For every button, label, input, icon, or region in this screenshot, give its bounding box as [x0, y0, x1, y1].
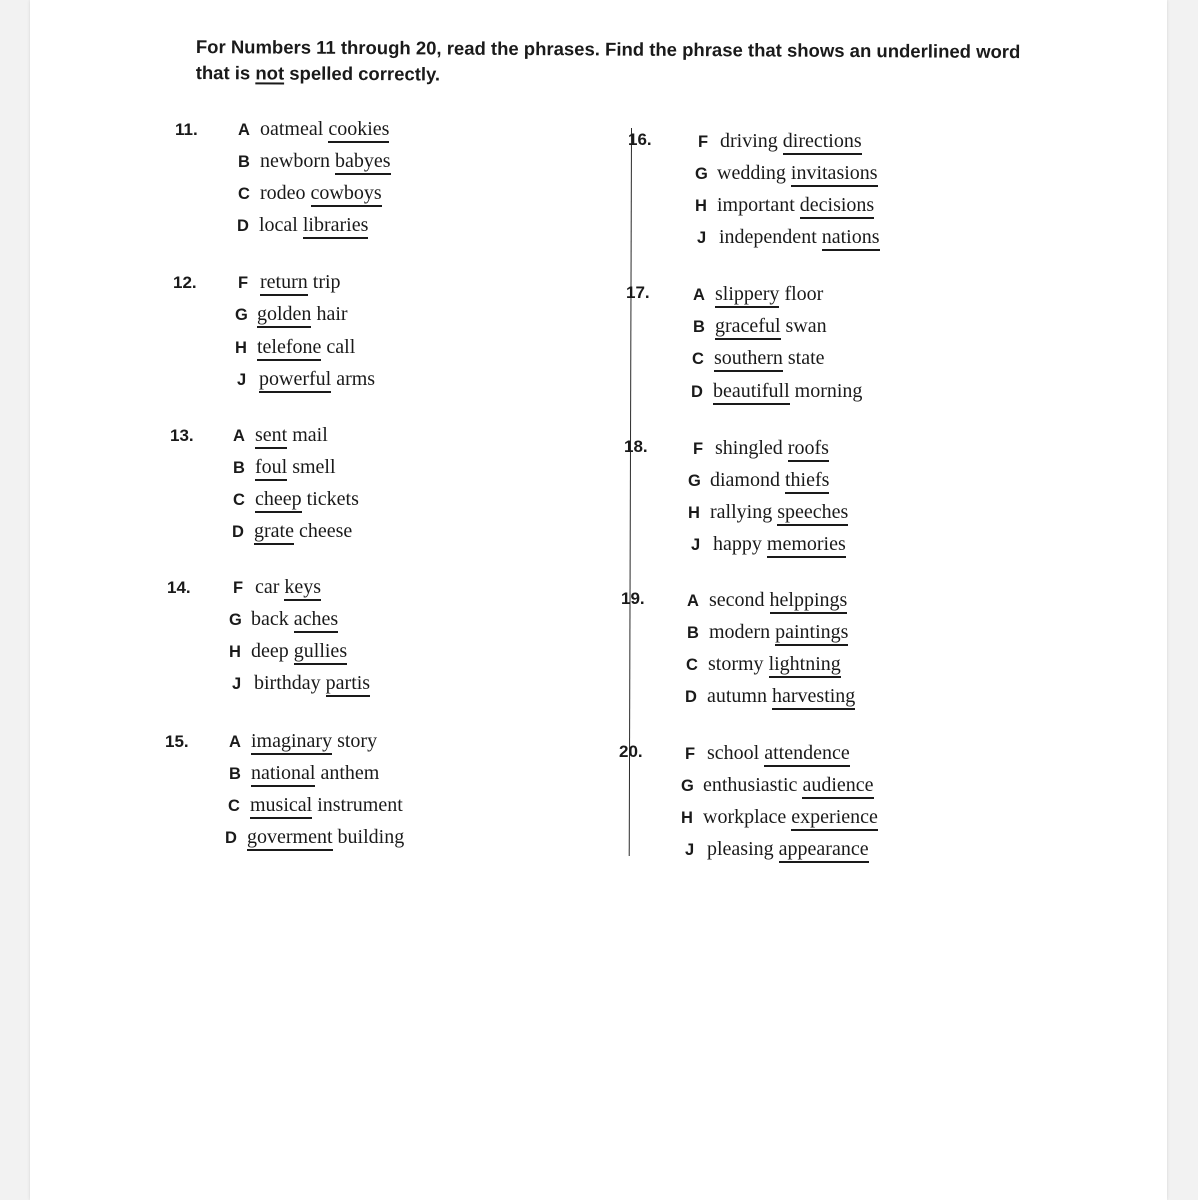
answer-choice-b[interactable] [233, 456, 336, 481]
phrase-plain: diamond [710, 469, 785, 491]
choice-letter: B [693, 318, 705, 336]
phrase-plain: car [255, 576, 285, 598]
choice-letter: D [685, 688, 697, 706]
underlined-word: graceful [715, 315, 781, 340]
answer-choice-a[interactable] [229, 730, 377, 755]
answer-choice-g[interactable] [688, 469, 829, 494]
underlined-word: paintings [775, 621, 848, 646]
phrase-plain: independent [719, 226, 822, 248]
phrase-plain: school [707, 742, 765, 764]
question-number: 18. [624, 437, 648, 456]
underlined-word: memories [767, 533, 846, 558]
answer-choice-f[interactable] [233, 576, 321, 601]
choice-letter: D [237, 217, 249, 235]
answer-choice-j[interactable] [691, 533, 846, 558]
underlined-word: grate [254, 520, 294, 545]
answer-choice-f[interactable] [238, 271, 341, 296]
answer-choice-h[interactable] [681, 806, 878, 831]
phrase-plain: modern [709, 621, 776, 643]
answer-choice-d[interactable] [691, 380, 862, 405]
choice-letter: B [229, 765, 241, 783]
phrase-plain: pleasing [707, 838, 779, 860]
underlined-word: invitasions [791, 162, 878, 187]
choice-letter: C [686, 656, 698, 674]
phrase-plain: newborn [260, 150, 335, 172]
answer-choice-h[interactable] [688, 501, 848, 526]
answer-choice-j[interactable] [232, 672, 370, 697]
answer-choice-g[interactable] [235, 303, 348, 328]
phrase-plain: rallying [710, 501, 778, 523]
underlined-word: experience [791, 806, 878, 831]
underlined-word: keys [284, 576, 321, 601]
choice-letter: H [235, 339, 247, 357]
choice-letter: C [692, 350, 704, 368]
phrase-plain: rodeo [260, 182, 311, 204]
underlined-word: cheep [255, 488, 302, 513]
question-number: 20. [619, 742, 643, 761]
phrase-plain: swan [780, 315, 827, 337]
choice-letter: G [681, 777, 694, 795]
answer-choice-f[interactable] [698, 130, 862, 155]
underlined-word: babyes [335, 150, 391, 175]
choice-letter: F [698, 133, 709, 151]
phrase-plain: instrument [312, 794, 403, 816]
choice-letter: J [685, 841, 695, 859]
question-number: 12. [173, 273, 197, 292]
underlined-word: harvesting [772, 685, 855, 710]
instructions-line-2-pre: that is [195, 61, 256, 84]
answer-choice-d[interactable] [237, 214, 368, 239]
answer-choice-h[interactable] [235, 336, 355, 361]
phrase-plain: birthday [254, 672, 326, 694]
underlined-word: thiefs [785, 469, 829, 494]
answer-choice-g[interactable] [229, 608, 338, 633]
phrase-plain: wedding [717, 162, 791, 184]
answer-choice-a[interactable] [693, 283, 823, 308]
answer-choice-c[interactable] [238, 182, 382, 207]
phrase-plain: building [332, 826, 405, 848]
choice-letter: F [693, 440, 704, 458]
phrase-plain: back [251, 608, 294, 630]
phrase-plain: important [717, 194, 800, 216]
underlined-word: decisions [800, 194, 874, 219]
choice-letter: F [233, 579, 244, 597]
phrase-plain: smell [287, 456, 336, 478]
choice-letter: J [237, 371, 247, 389]
underlined-word: audience [802, 774, 873, 799]
question-number: 11. [175, 120, 198, 139]
underlined-word: beautifull [713, 380, 790, 405]
phrase-plain: floor [779, 283, 824, 305]
question-number: 13. [170, 426, 194, 445]
choice-letter: G [695, 165, 708, 183]
answer-choice-j[interactable] [685, 838, 869, 863]
question-number: 15. [165, 732, 189, 751]
underlined-word: libraries [303, 214, 369, 239]
answer-choice-j[interactable] [697, 226, 880, 251]
instructions-line-2-post: spelled correctly. [284, 62, 441, 85]
phrase-plain: story [332, 730, 378, 752]
underlined-word: nations [822, 226, 880, 251]
answer-choice-b[interactable] [687, 621, 848, 646]
answer-choice-b[interactable] [229, 762, 379, 787]
choice-letter: A [238, 121, 250, 139]
underlined-word: foul [255, 456, 287, 481]
question-number: 14. [167, 578, 191, 597]
phrase-plain: oatmeal [260, 118, 329, 140]
choice-letter: H [695, 197, 707, 215]
instructions-line-2 [196, 60, 1076, 91]
underlined-word: southern [714, 347, 783, 372]
underlined-word: slippery [715, 283, 779, 308]
phrase-plain: trip [307, 271, 341, 293]
phrase-plain: state [782, 347, 825, 369]
underlined-word: appearance [779, 838, 869, 863]
choice-letter: D [225, 829, 237, 847]
question-number: 17. [626, 283, 650, 302]
phrase-plain: second [709, 589, 770, 611]
underlined-word: directions [783, 130, 862, 155]
phrase-plain: shingled [715, 437, 788, 459]
phrase-plain: cheese [293, 520, 353, 542]
phrase-plain: autumn [707, 685, 772, 707]
choice-letter: B [238, 153, 250, 171]
answer-choice-d[interactable] [685, 685, 855, 710]
answer-choice-c[interactable] [233, 488, 359, 513]
answer-choice-f[interactable] [693, 437, 829, 462]
answer-choice-b[interactable] [238, 150, 391, 175]
underlined-word: cowboys [311, 182, 382, 207]
underlined-word: imaginary [251, 730, 332, 755]
phrase-plain: deep [251, 640, 294, 662]
choice-letter: A [233, 427, 245, 445]
answer-choice-f[interactable] [685, 742, 850, 767]
answer-choice-j[interactable] [237, 368, 375, 393]
underlined-word: musical [250, 794, 312, 819]
underlined-word: cookies [328, 118, 389, 143]
choice-letter: D [691, 383, 703, 401]
phrase-plain: happy [713, 533, 767, 555]
underlined-word: gullies [294, 640, 347, 665]
underlined-word: aches [294, 608, 338, 633]
choice-letter: J [232, 675, 242, 693]
underlined-word: speeches [777, 501, 848, 526]
answer-choice-d[interactable] [232, 520, 352, 545]
choice-letter: H [688, 504, 700, 522]
phrase-plain: arms [331, 368, 376, 390]
choice-letter: F [685, 745, 696, 763]
question-number: 16. [628, 130, 652, 149]
choice-letter: J [691, 536, 701, 554]
underlined-word: roofs [788, 437, 829, 462]
instructions-line-1: For Numbers 11 through 20, read the phrases. Find the phrase that shows an underlined word [195, 35, 1021, 63]
choice-letter: C [238, 185, 250, 203]
choice-letter: F [238, 274, 249, 292]
choice-letter: G [235, 306, 248, 324]
phrase-plain: tickets [301, 488, 359, 510]
worksheet-page [30, 0, 1167, 1200]
phrase-plain: anthem [315, 762, 380, 784]
question-number: 19. [621, 589, 645, 608]
answer-choice-h[interactable] [229, 640, 347, 665]
choice-letter: B [687, 624, 699, 642]
phrase-plain: enthusiastic [703, 774, 803, 796]
choice-letter: C [233, 491, 245, 509]
answer-choice-c[interactable] [686, 653, 841, 678]
phrase-plain: hair [311, 303, 348, 325]
answer-choice-c[interactable] [692, 347, 825, 372]
phrase-plain: mail [287, 424, 328, 446]
phrase-plain: local [259, 214, 303, 236]
underlined-word: attendence [764, 742, 850, 767]
phrase-plain: call [321, 336, 356, 358]
answer-choice-a[interactable] [687, 589, 847, 614]
underlined-word: powerful [259, 368, 331, 393]
choice-letter: A [693, 286, 705, 304]
underlined-word: telefone [257, 336, 321, 361]
phrase-plain: workplace [703, 806, 792, 828]
choice-letter: G [688, 472, 701, 490]
underlined-word: helppings [770, 589, 848, 614]
underlined-word: return [260, 271, 308, 296]
choice-letter: H [681, 809, 693, 827]
instructions [196, 34, 1076, 91]
choice-letter: B [233, 459, 245, 477]
phrase-plain: stormy [708, 653, 769, 675]
underlined-word: partis [326, 672, 370, 697]
choice-letter: G [229, 611, 242, 629]
answer-choice-c[interactable] [228, 794, 403, 819]
underlined-word: sent [255, 424, 287, 449]
choice-letter: D [232, 523, 244, 541]
answer-choice-h[interactable] [695, 194, 874, 219]
underlined-word: golden [257, 303, 311, 328]
answer-choice-b[interactable] [693, 315, 827, 340]
underlined-word: lightning [769, 653, 841, 678]
choice-letter: C [228, 797, 240, 815]
choice-letter: A [687, 592, 699, 610]
choice-letter: A [229, 733, 241, 751]
underlined-word: goverment [247, 826, 333, 851]
answer-choice-g[interactable] [695, 162, 878, 187]
answer-choice-a[interactable] [238, 118, 389, 143]
underlined-word: national [251, 762, 315, 787]
answer-choice-g[interactable] [681, 774, 874, 799]
answer-choice-d[interactable] [225, 826, 404, 851]
choice-letter: J [697, 229, 707, 247]
choice-letter: H [229, 643, 241, 661]
instructions-not: not [255, 62, 285, 84]
answer-choice-a[interactable] [233, 424, 328, 449]
phrase-plain: driving [720, 130, 783, 152]
phrase-plain: morning [789, 380, 863, 402]
